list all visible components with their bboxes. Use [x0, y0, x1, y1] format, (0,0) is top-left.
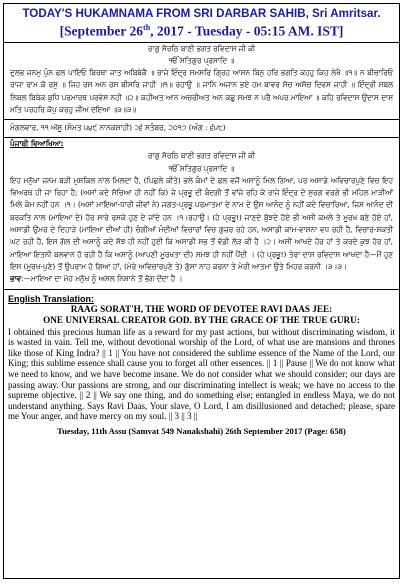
bhav-label: ਭਾਵ	[10, 274, 22, 284]
vyakhya-mool-mantar: ੴ ਸਤਿਗੁਰ ਪ੍ਰਸਾਦਿ ॥	[168, 163, 235, 173]
english-raag-title: RAAG SORAT'H, THE WORD OF DEVOTEE RAVI DAAS JEE:	[70, 303, 333, 314]
raag-heading: ਰਾਗੁ ਸੋਰਠਿ ਬਾਣੀ ਭਗਤ ਰਵਿਦਾਸ ਜੀ ਕੀ	[147, 43, 256, 53]
bhav-line	[4, 273, 399, 285]
date-suffix: , 2017 - Tuesday - 05:15 AM. IST]	[150, 23, 344, 39]
date-suffix-sup: th	[143, 23, 151, 32]
vyakhya-text: ਇਹ ਮਨੁੱਖਾ ਜਨਮ ਬੜੀ ਮੁਸ਼ਕਿਲ ਨਾਲ ਮਿਲਦਾ ਹੈ, (ਪਿਛਲੇ ਕੀਤੇ) ਭਲੇ ਕੰਮਾਂ ਦੇ ਫਲ ਵਜੋਂ ਅਸਾਨੂੰ ਮਿਲ ਗਿਆ, ਪਰ ਅਸਾਡੇ ਅਵਿਚਾਰਪੁਣੇ ਵਿਚ ਇਹ ਵਿਅਰਥ ਹੀ ਜਾ ਰਿਹਾ ਹੈ; (ਅਸਾਂ ਕਦੇ ਸੋਚਿਆ ਹੀ ਨਹੀਂ ਕਿ) ਜੇ ਪ੍ਰਭੂ ਦੀ ਬੰਦਗੀ ਤੋਂ ਵਾਂਜੇ ਰਹਿ ਕੇ ਰਾਜੇ ਇੰਦ੍ਰ ਦੇ ਸੁਰਗ ਵਰਗੇ ਭੀ ਮਹਿਲ ਮਾੜੀਆਂ ਮਿਲੇ ਕੰਮ ਨਹੀਂ ਹਨ ।੧। (ਅਸਾਂ ਮਾਇਆ-ਧਾਰੀ ਜੀਵਾਂ ਨੇ) ਜਗਤ-ਪ੍ਰਭੂ ਪਰਮਾਤਮਾ ਦੇ ਨਾਮ ਦੇ ਉਸ ਆਨੰਦ ਨੂੰ ਨਹੀਂ ਕਦੇ ਵਿਚਾਰਿਆ, ਜਿਸ ਆਨੰਦ ਦੀ ਬਰਕਤਿ ਨਾਲ (ਮਾਇਆ ਦੇ) ਹੋਰ ਸਾਰੇ ਰਸਕੇ ਹੁਣ ਦੇ ਜਾਂਦੇ ਹਨ ।੧।ਰਹਾਉ। (ਹੇ ਪ੍ਰਭੂ!) ਜਾਣਦੇ ਬੁੱਝਦੇ ਹੋਏ ਭੀ ਅਸੀ ਕਮਲੇ ਤੇ ਮੂਰਖ ਬਣੇ ਹੋਏ ਹਾਂ, ਅਸਾਡੀ ਉਮਰ ਦੇ ਦਿਹਾੜੇ (ਮਾਇਆ ਦੀਆਂ ਹੀ) ਚੰਗੀਆਂ ਮੰਦੀਆਂ ਵਿਚਾਰਾਂ ਵਿਚ ਗੁਜ਼ਰ ਰਹੇ ਹਨ, ਅਸਾਡੀ ਕਾਮ-ਵਾਸ਼ਨਾ ਵਧ ਰਹੀ ਹੈ, ਵਿਚਾਰ-ਸ਼ਕਤੀ ਘਟ ਰਹੀ ਹੈ, ਇਸ ਗੱਲ ਦੀ ਅਸਾਨੂੰ ਕਦੇ ਸੋਝ ਹੀ ਨਹੀਂ ਹੁਈ ਕਿ ਅਸਾਡੀ ਸਭ ਤੋਂ ਵੱਡੀ ਲੋੜ ਕੀ ਹੈ ।੨। ਅਸੀ ਆਖਦੇ ਹੋਰ ਹਾਂ ਤੇ ਕਰਦੇ ਕੁਝ ਹੋਰ ਹਾਂ, ਮਾਇਆ ਇਤਨੀ ਬਲਵਾਨ ਹੋ ਰਹੀ ਹੈ ਕਿ ਅਸਾਨੂੰ (ਆਪਣੀ ਮੂਰਖਤਾ ਦੀ) ਸਮਝ ਹੀ ਨਹੀਂ ਪੈਂਦੀ । (ਹੇ ਪ੍ਰਭੂ!) ਤੇਰਾ ਦਾਸ ਰਵਿਦਾਸ ਆਖਦਾ ਹੈ—ਮੈਂ ਹੁਣ ਇਸ (ਮੂਰਖ-ਪੁਣੇ) ਤੋਂ ਉਪਰਾਮ ਹੋ ਗਿਆ ਹਾਂ, (ਮੇਰੇ ਅਵਿਚਾਰਪੁਣੇ ਤੇ) ਗੁੱਸਾ ਨਾਹ ਕਰਨਾ ਤੇ ਮੇਰੀ ਆਤਮਾ ਉਤੇ ਮਿਹਰ ਕਰਨੀ ।੩।੩।	[10, 175, 393, 271]
vyakhya-raag-heading: ਰਾਗੁ ਸੋਰਠਿ ਬਾਣੀ ਭਗਤ ਰਵਿਦਾਸ ਜੀ ਕੀ	[147, 151, 256, 161]
date-line	[4, 20, 399, 39]
english-mool-title: ONE UNIVERSAL CREATOR GOD. BY THE GRACE OF THE TRUE GURU:	[43, 314, 360, 325]
hukamnama-page	[3, 3, 400, 579]
footer-date-line: Tuesday, 11th Assu (Samvat 549 Nanakshahi) 26th September 2017 (Page: 658)	[57, 425, 346, 436]
mool-mantar: ੴ ਸਤਿਗੁਰ ਪ੍ਰਸਾਦਿ ॥	[168, 55, 235, 65]
shabad-text: ਦੁਲਭ ਜਨਮੁ ਪੁੰਨ ਫਲ ਪਾਇਓ ਬਿਰਥਾ ਜਾਤ ਅਬਿਬੇਕੈ ॥ ਰਾਜੇ ਇੰਦ੍ਰ ਸਮਸਰਿ ਗ੍ਰਿਹ ਆਸਨ ਬਿਨੁ ਹਰਿ ਭਗਤਿ ਕਹਹੁ ਕਿਹ ਲੇਖੈ ॥੧॥ ਨ ਬੀਚਾਰਿਓ ਰਾਜਾ ਰਾਮ ਕੋ ਰਸੁ ॥ ਜਿਹ ਰਸ ਅਨ ਰਸ ਬੀਸਰਿ ਜਾਹੀ ॥੧॥ ਰਹਾਉ ॥ ਜਾਨਿ ਅਜਾਨ ਭਏ ਹਮ ਬਾਵਰ ਸੋਚ ਅਸੋਚ ਦਿਵਸ ਜਾਹੀ ॥ ਇੰਦ੍ਰੀ ਸਬਲ ਨਿਬਲ ਬਿਬੇਕ ਬੁਧਿ ਪਰਮਾਰਥ ਪਰਵੇਸ ਨਹੀ ॥੨॥ ਕਹੀਅਤ ਆਨ ਅਚਰੀਅਤ ਅਨ ਕਛੁ ਸਮਝ ਨ ਪਰੈ ਅਪਰ ਮਾਇਆ ॥ ਕਹਿ ਰਵਿਦਾਸ ਉਦਾਸ ਦਾਸ ਮਤਿ ਪਰਹਰਿ ਕੋਪੁ ਕਰਹੁ ਜੀਅ ਦਇਆ ॥੩॥੩॥	[10, 68, 393, 114]
date-prefix: [September 26	[59, 23, 144, 39]
bhav-text: :—ਮਾਇਆ ਦਾ ਮੋਹ ਮਨੁੱਖ ਨੂੰ ਅਸਲ ਨਿਸ਼ਾਨੇ ਤੋਂ ਭੋਗ ਦੇਂਦਾ ਹੈ ।	[21, 274, 183, 284]
page-title: TODAY'S HUKAMNAMA FROM SRI DARBAR SAHIB, Sri Amritsar.	[22, 7, 381, 20]
english-translation-text: I obtained this precious human life as a reward for my past actions, but without discriminating wisdom, it is wasted in vain. Tell me, without devotional worship of the Lord, of what use are mansions and thrones like those of King Indra? || 1 || You have not considered the sublime essence of the Name of the Lord, our King; this sublime essence shall cause you to forget all other essences. || 1 || Pause || We do not know what we need to know, and we have become insane. We do not consider what we should consider; our days are passing away. Our passions are strong, and our discriminating intellect is weak; we have no access to the supreme objective. || 2 || We say one thing, and do something else; entangled in endless Maya, we do not understand anything. Says Ravi Daas, Your slave, O Lord, I am disillusioned and detached; please, spare me Your anger, and have mercy on my soul. || 3 || 3 ||	[8, 326, 395, 422]
punjabi-vyakhya-heading: ਪੰਜਾਬੀ ਵਿਆਖਿਆ:	[10, 139, 64, 149]
punjabi-date-line: ਮੰਗਲਵਾਰ, ੧੧ ਅੱਸੂ (ਸੰਮਤ ੫੪੯ ਨਾਨਕਸ਼ਾਹੀ) ੨੬ ਸਤੰਬਰ, ੨੦੧੭ (ਅੰਗ : ੬੫੮)	[10, 123, 226, 133]
english-translation-heading: English Translation:	[8, 293, 95, 304]
